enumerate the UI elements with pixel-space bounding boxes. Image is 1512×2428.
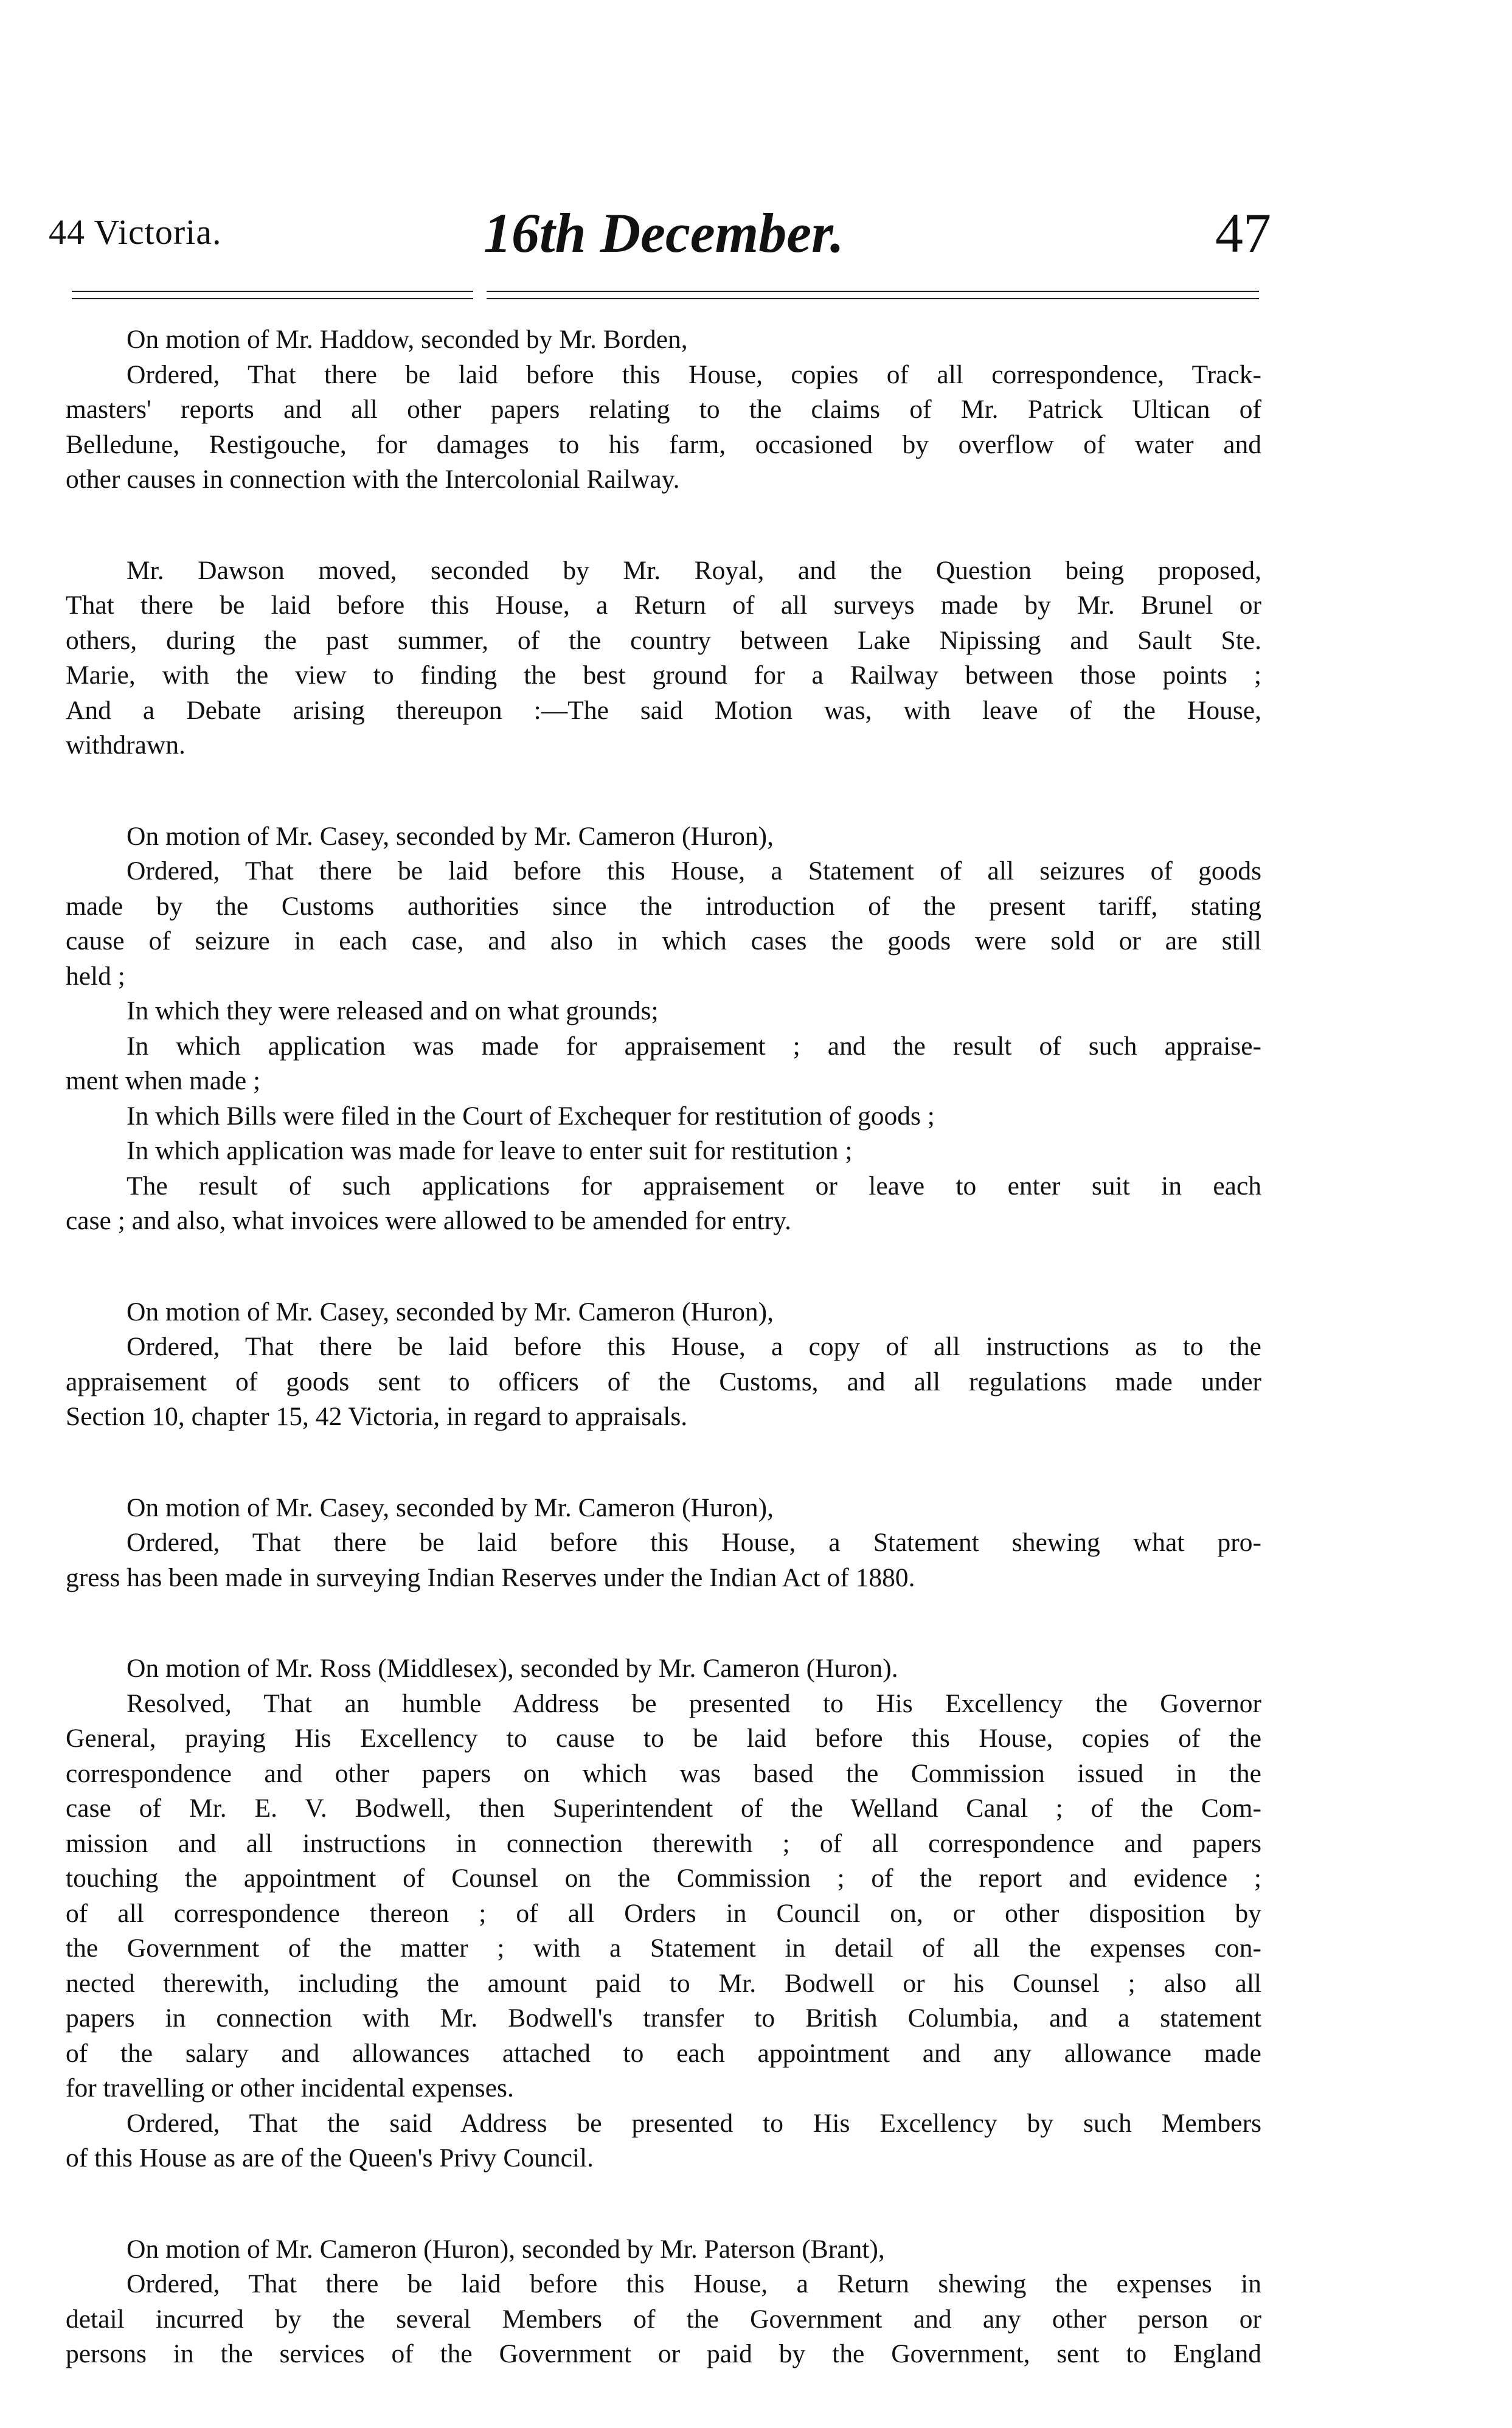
text-line: of the salary and allowances attached to each appointment and any allowance made <box>66 2038 1261 2068</box>
text-line: other causes in connection with the Intercolonial Railway. <box>66 465 680 494</box>
text-line: Ordered, That there be laid before this House, a Statement of all seizures of goods <box>127 856 1261 886</box>
text-line: Ordered, That there be laid before this House, a copy of all instructions as to the <box>127 1332 1261 1361</box>
text-line: cause of seizure in each case, and also in which cases the goods were sold or are still <box>66 926 1261 956</box>
page-header <box>49 201 1271 268</box>
text-line: And a Debate arising thereupon :—The said Motion was, with leave of the House, <box>66 695 1261 725</box>
page-date: 16th December. <box>484 202 844 264</box>
journal-entry <box>66 1491 1261 1596</box>
text-line: In which they were released and on what grounds; <box>127 996 659 1025</box>
text-line: detail incurred by the several Members of the Government and any other person or <box>66 2304 1261 2334</box>
text-line: for travelling or other incidental expenses. <box>66 2073 514 2103</box>
text-line: the Government of the matter ; with a Statement in detail of all the expenses con- <box>66 1934 1261 1963</box>
text-line: others, during the past summer, of the country between Lake Nipissing and Sault Ste. <box>66 625 1261 655</box>
header-rule-right <box>487 291 1259 299</box>
text-line: papers in connection with Mr. Bodwell's transfer to British Columbia, and a statement <box>66 2003 1261 2033</box>
text-line: That there be laid before this House, a Return of all surveys made by Mr. Brunel or <box>66 591 1261 620</box>
text-line: In which Bills were filed in the Court of Exchequer for restitution of goods ; <box>127 1101 935 1131</box>
text-line: Ordered, That the said Address be presented to His Excellency by such Members <box>127 2108 1261 2138</box>
text-line: withdrawn. <box>66 730 186 760</box>
text-line: Belledune, Restigouche, for damages to his farm, occasioned by overflow of water and <box>66 429 1261 459</box>
text-line: appraisement of goods sent to officers of the Customs, and all regulations made under <box>66 1367 1261 1396</box>
text-line: case ; and also, what invoices were allowed to be amended for entry. <box>66 1206 791 1235</box>
motion-line: On motion of Mr. Cameron (Huron), seconded by Mr. Paterson (Brant), <box>127 2234 885 2264</box>
text-line: case of Mr. E. V. Bodwell, then Superintendent of the Welland Canal ; of the Com- <box>66 1794 1261 1823</box>
text-line: ment when made ; <box>66 1066 261 1095</box>
journal-entry <box>66 322 1261 498</box>
text-line: of this House as are of the Queen's Privy Council. <box>66 2143 594 2173</box>
motion-line: On motion of Mr. Casey, seconded by Mr. Cameron (Huron), <box>127 821 774 851</box>
text-line: masters' reports and all other papers relating to the claims of Mr. Patrick Ultican of <box>66 395 1261 424</box>
journal-body <box>66 322 1261 2428</box>
text-line: mission and all instructions in connection therewith ; of all correspondence and papers <box>66 1828 1261 1858</box>
journal-entry <box>66 1295 1261 1435</box>
motion-line: On motion of Mr. Casey, seconded by Mr. Cameron (Huron), <box>127 1297 774 1327</box>
text-line: nected therewith, including the amount paid to Mr. Bodwell or his Counsel ; also all <box>66 1968 1261 1998</box>
text-line: touching the appointment of Counsel on the Commission ; of the report and evidence ; <box>66 1864 1261 1893</box>
text-line: held ; <box>66 961 125 991</box>
text-line: Marie, with the view to finding the best ground for a Railway between those points ; <box>66 661 1261 690</box>
session-label: 44 Victoria. <box>49 212 222 252</box>
text-line: of all correspondence thereon ; of all Orders in Council on, or other disposition by <box>66 1898 1261 1928</box>
motion-line: On motion of Mr. Casey, seconded by Mr. Cameron (Huron), <box>127 1493 774 1522</box>
journal-entry <box>66 553 1261 763</box>
motion-line: On motion of Mr. Ross (Middlesex), seconded by Mr. Cameron (Huron). <box>127 1654 898 1683</box>
journal-entry <box>66 2232 1261 2372</box>
text-line: persons in the services of the Government or paid by the Government, sent to England <box>66 2339 1261 2368</box>
text-line: The result of such applications for appraisement or leave to enter suit in each <box>127 1171 1261 1201</box>
text-line: Resolved, That an humble Address be presented to His Excellency the Governor <box>127 1688 1261 1718</box>
motion-line: On motion of Mr. Haddow, seconded by Mr. Borden, <box>127 325 688 354</box>
header-rule-left <box>72 291 473 299</box>
text-line: made by the Customs authorities since the introduction of the present tariff, stating <box>66 891 1261 921</box>
text-line: correspondence and other papers on which was based the Commission issued in the <box>66 1758 1261 1788</box>
text-line: Section 10, chapter 15, 42 Victoria, in regard to appraisals. <box>66 1402 688 1431</box>
text-line: Ordered, That there be laid before this House, copies of all correspondence, Track- <box>127 359 1261 389</box>
text-line: Mr. Dawson moved, seconded by Mr. Royal, and the Question being proposed, <box>127 555 1261 585</box>
page-number: 47 <box>1215 202 1271 264</box>
journal-entry <box>66 819 1261 1239</box>
text-line: In which application was made for appraisement ; and the result of such appraise- <box>127 1031 1261 1061</box>
text-line: Ordered, That there be laid before this House, a Statement shewing what pro- <box>127 1528 1261 1557</box>
text-line: Ordered, That there be laid before this House, a Return shewing the expenses in <box>127 2269 1261 2298</box>
journal-entry <box>66 1651 1261 2176</box>
text-line: In which application was made for leave to enter suit for restitution ; <box>127 1136 853 1165</box>
text-line: gress has been made in surveying Indian Reserves under the Indian Act of 1880. <box>66 1563 915 1592</box>
text-line: General, praying His Excellency to cause to be laid before this House, copies of the <box>66 1724 1261 1753</box>
